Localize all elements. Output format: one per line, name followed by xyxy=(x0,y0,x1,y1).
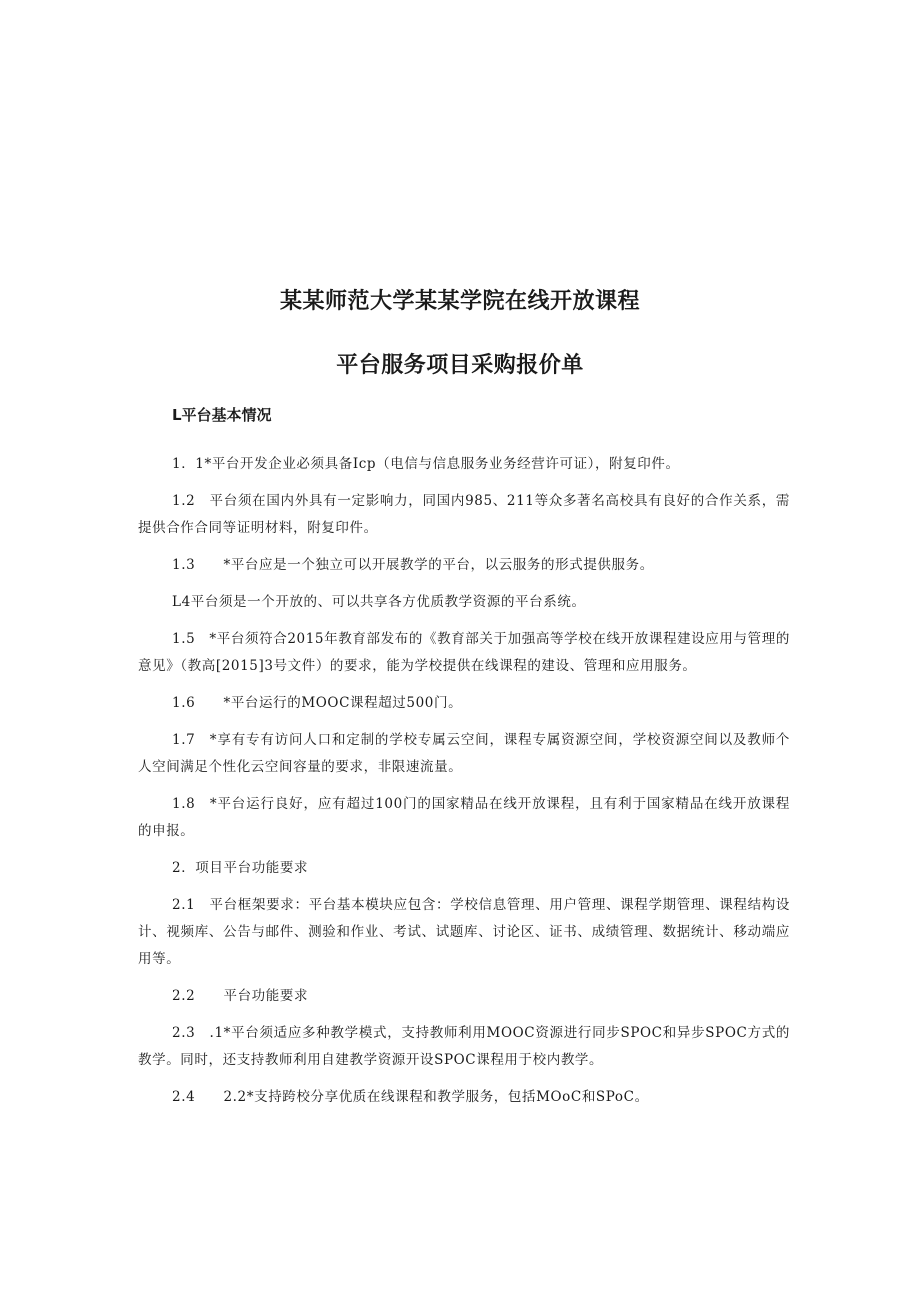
document-title-line-2: 平台服务项目采购报价单 xyxy=(336,353,584,378)
paragraph-1-6: 1.6 *平台运行的MOOC课程超过500门。 xyxy=(172,695,463,711)
paragraph-2-1: 2.1 平台框架要求：平台基本模块应包含：学校信息管理、用户管理、课程学期管理、课程结构设计、视频库、公告与邮件、测验和作业、考试、试题库、讨论区、证书、成绩管理、数据统计、移动端应用等。 xyxy=(138,897,790,967)
paragraph-1-1: 1．1*平台开发企业必须具备Icp（电信与信息服务业务经营许可证），附复印件。 xyxy=(172,456,680,472)
paragraph-1-8: 1.8 *平台运行良好，应有超过100门的国家精品在线开放课程，且有利于国家精品在线开放课程的申报。 xyxy=(138,796,790,839)
document-title-line-1: 某某师范大学某某学院在线开放课程 xyxy=(279,289,640,314)
paragraph-2-2: 2.2 平台功能要求 xyxy=(172,988,309,1004)
paragraph-2-heading: 2．项目平台功能要求 xyxy=(172,860,309,876)
document-body xyxy=(138,451,790,1121)
section-heading: L平台基本情况 xyxy=(172,406,272,424)
paragraph-1-3: 1.3 *平台应是一个独立可以开展教学的平台，以云服务的形式提供服务。 xyxy=(172,557,654,573)
paragraph-2-4: 2.4 2.2*支持跨校分享优质在线课程和教学服务，包括MOoC和SPoC。 xyxy=(172,1089,649,1105)
paragraph-1-7: 1.7 *享有专有访问人口和定制的学校专属云空间，课程专属资源空间，学校资源空间以及教师个人空间满足个性化云空间容量的要求，非限速流量。 xyxy=(138,732,790,775)
paragraph-1-5: 1.5 *平台须符合2015年教育部发布的《教育部关于加强高等学校在线开放课程建设应用与管理的意见》（教高[2015]3号文件）的要求，能为学校提供在线课程的建设、管理和应用服务。 xyxy=(138,631,790,674)
paragraph-1-4: L4平台须是一个开放的、可以共享各方优质教学资源的平台系统。 xyxy=(172,594,586,610)
paragraph-2-3: 2.3 .1*平台须适应多种教学模式，支持教师利用MOOC资源进行同步SPOC和异步SPOC方式的教学。同时，还支持教师利用自建教学资源开设SPOC课程用于校内教学。 xyxy=(138,1025,790,1068)
paragraph-1-2: 1.2 平台须在国内外具有一定影响力，同国内985、211等众多著名高校具有良好的合作关系，需提供合作合同等证明材料，附复印件。 xyxy=(138,493,790,536)
